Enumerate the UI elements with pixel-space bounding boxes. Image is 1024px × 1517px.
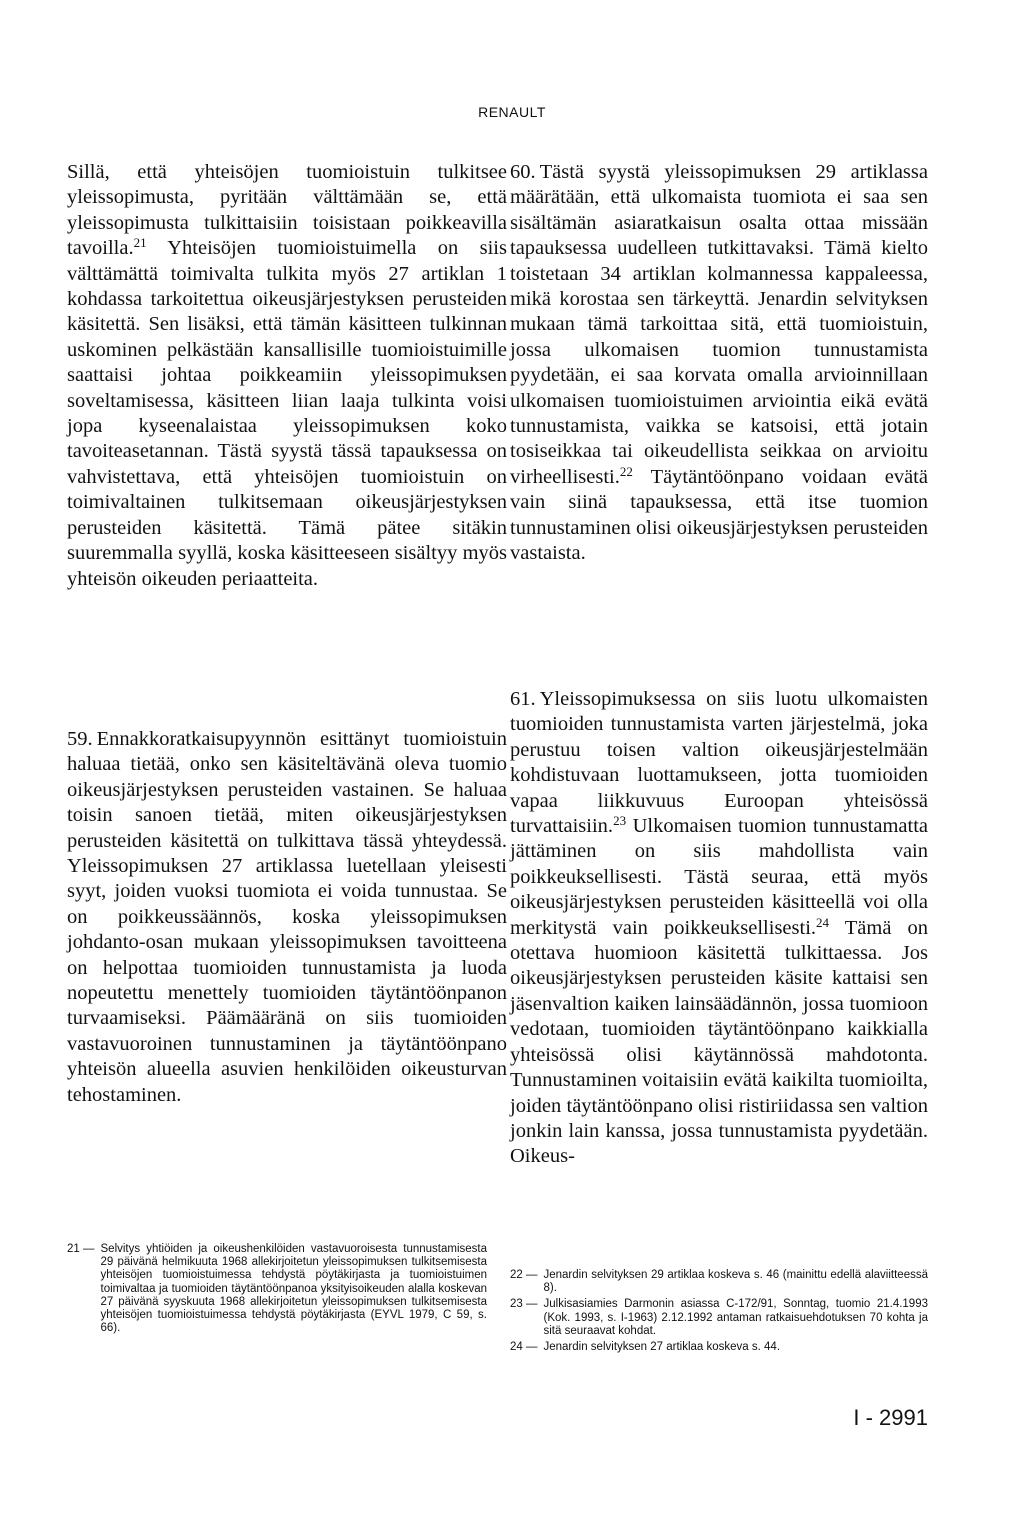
footnote-ref-22[interactable]: 22 (619, 463, 633, 479)
footnote-number: 22 — (510, 1269, 538, 1281)
footnote-text: Jenardin selvityksen 27 artiklaa koskeva s. 44. (543, 1341, 781, 1354)
paragraph-60: 60. Tästä syystä yleissopimuksen 29 artiklassa määrätään, että ulkomaista tuomiota ei saa sen sisältämän asiaratkaisun osalta ottaa missään tapauksessa uudelleen tutkittavaksi. Tämä kielto toistetaan 34 artiklan kolmannessa kappaleessa, mikä korostaa sen tärkeyttä. Jenardin selvityksen mukaan tämä tarkoittaa sitä, että tuomioistuin, jossa ulkomaisen tuomion tunnustamista pyydetään, ei saa korvata omalla arvioinnillaan ulkomaisen tuomioistuimen arviointia eikä evätä tunnustamista, vaikka se katsoisi, että jotain tosiseikkaa tai oikeudellista seikkaa on arvioitu virheellisesti.$^{22}$ Täytäntöönpano voidaan evätä vain siinä tapauksessa, että itse tuomion tunnustaminen olisi oikeusjärjestyksen perusteiden vastaista. (510, 161, 928, 565)
paragraph-61: 61. Yleissopimuksessa on siis luotu ulkomaisten tuomioiden tunnustamista varten järjestelmä, joka perustuu toisen valtion oikeusjärjestelmään kohdistuvaan luottamukseen, jotta tuomioiden vapaa liikkuvuus Euroopan yhteisössä turvattaisiin.$^{23}$ Ulkomaisen tuomion tunnustamatta jättäminen on siis mahdollista vain poikkeuksellisesti. Tästä seuraa, että myös oikeusjärjestyksen perusteiden käsitteellä voi olla merkitystä vain poikkeuksellisesti.$^{24}$ Tämä on otettava huomioon käsitettä tulkittaessa. Jos oikeusjärjestyksen perusteiden käsite kattaisi sen jäsenvaltion kaiken lainsäädännön, jossa tuomioon vedotaan, tuomioiden täytäntöönpano kaikkialla yhteisössä olisi käytännössä mahdotonta. Tunnustaminen voitaisiin evätä kaikilta tuomioilta, joiden täytäntöönpano olisi ristiriidassa sen valtion jonkin lain kanssa, jossa tunnustamista pyydetään. Oikeus- (510, 688, 929, 1168)
running-header: RENAULT (478, 104, 546, 120)
footnotes-right (510, 1269, 928, 1357)
footnote-ref-23[interactable]: 23 (613, 813, 627, 829)
footnote-number: 24 — (510, 1341, 538, 1354)
footnote-number: 23 — (510, 1298, 538, 1311)
footnote-text: Selvitys yhtiöiden ja oikeushenkilöiden vastavuoroisesta tunnustamisesta 29 päivänä helmikuuta 1968 allekirjoitetun yleissopimuksen tulkitsemisesta yhteisöjen tuomioistuimessa tehdystä pöytäkirjasta ja tuomioistuimen toimivaltaa ja tuomioiden täytäntöönpanoa yksityisoikeuden alalla koskevan 27 päivänä syyskuuta 1968 allekirjoitetun yleissopimuksen tulkitsemisesta yhteisöjen tuomioistuimessa tehdystä pöytäkirjasta (EYVL 1979, C 59, s. 66). (100, 1243, 487, 1335)
footnote-21 (67, 1243, 487, 1335)
footnote-text: Jenardin selvityksen 29 artiklaa koskeva s. 46 (mainittu edellä alaviitteessä 8). (543, 1269, 928, 1295)
footnotes-left (67, 1243, 487, 1338)
footnote-23 (510, 1298, 928, 1338)
paragraph-number: 60. (510, 161, 536, 183)
page-number: I - 2991 (853, 1405, 928, 1430)
footnote-ref-24[interactable]: 24 (816, 914, 830, 930)
footnote-number: 21 — (67, 1243, 95, 1255)
footnote-24 (510, 1341, 928, 1354)
footnote-ref-21[interactable]: 21 (133, 235, 147, 251)
footnote-text: Julkisasiamies Darmonin asiassa C-172/91, Sonntag, tuomio 21.4.1993 (Kok. 1993, s. I-1963) 2.12.1992 antaman ratkaisuehdotuksen 70 kohta ja sitä seuraavat kohdat. (543, 1298, 928, 1337)
paragraph-59: 59. Ennakkoratkaisupyynnön esittänyt tuomioistuin haluaa tietää, onko sen käsiteltävänä oleva tuomio oikeusjärjestyksen perusteiden vastainen. Se haluaa toisin sanoen tietää, miten oikeusjärjestyksen perusteiden käsitettä on tulkittava tässä yhteydessä. Yleissopimuksen 27 artiklassa luetellaan yleisesti syyt, joiden vuoksi tuomiota ei voida tunnustaa. Se on poikkeussäännös, koska yleissopimuksen johdanto-osan mukaan yleissopimuksen tavoitteena on helpottaa tuomioiden tunnustamista ja luoda nopeutettu menettely tuomioiden täytäntöönpanon turvaamiseksi. Päämääränä on siis tuomioiden vastavuoroinen tunnustaminen ja täytäntöönpano yhteisön alueella asuvien henkilöiden oikeusturvan tehostaminen. (67, 728, 507, 1106)
footnote-22 (510, 1269, 928, 1295)
paragraph-number: 61. (510, 688, 536, 710)
paragraph-number: 59. (67, 728, 93, 750)
paragraph-58-continuation: Sillä, että yhteisöjen tuomioistuin tulkitsee yleissopimusta, pyritään välttämään se, että yleissopimusta tulkittaisiin toisistaan poikkeavilla tavoilla.$^{21}$ Yhteisöjen tuomioistuimella on siis välttämättä toimivalta tulkita myös 27 artiklan 1 kohdassa tarkoitettua oikeusjärjestyksen perusteiden käsitettä. Sen lisäksi, että tämän käsitteen tulkinnan uskominen pelkästään kansallisille tuomioistuimille saattaisi johtaa poikkeamiin yleissopimuksen soveltamisessa, käsitteen liian laaja tulkinta voisi jopa kyseenalaistaa yleissopimuksen koko tavoiteasetannan. Tästä syystä tässä tapauksessa on vahvistettava, että yhteisöjen tuomioistuin on toimivaltainen tulkitsemaan oikeusjärjestyksen perusteiden käsitettä. Tämä pätee sitäkin suuremmalla syyllä, koska käsitteeseen sisältyy myös yhteisön oikeuden periaatteita. (67, 161, 507, 590)
